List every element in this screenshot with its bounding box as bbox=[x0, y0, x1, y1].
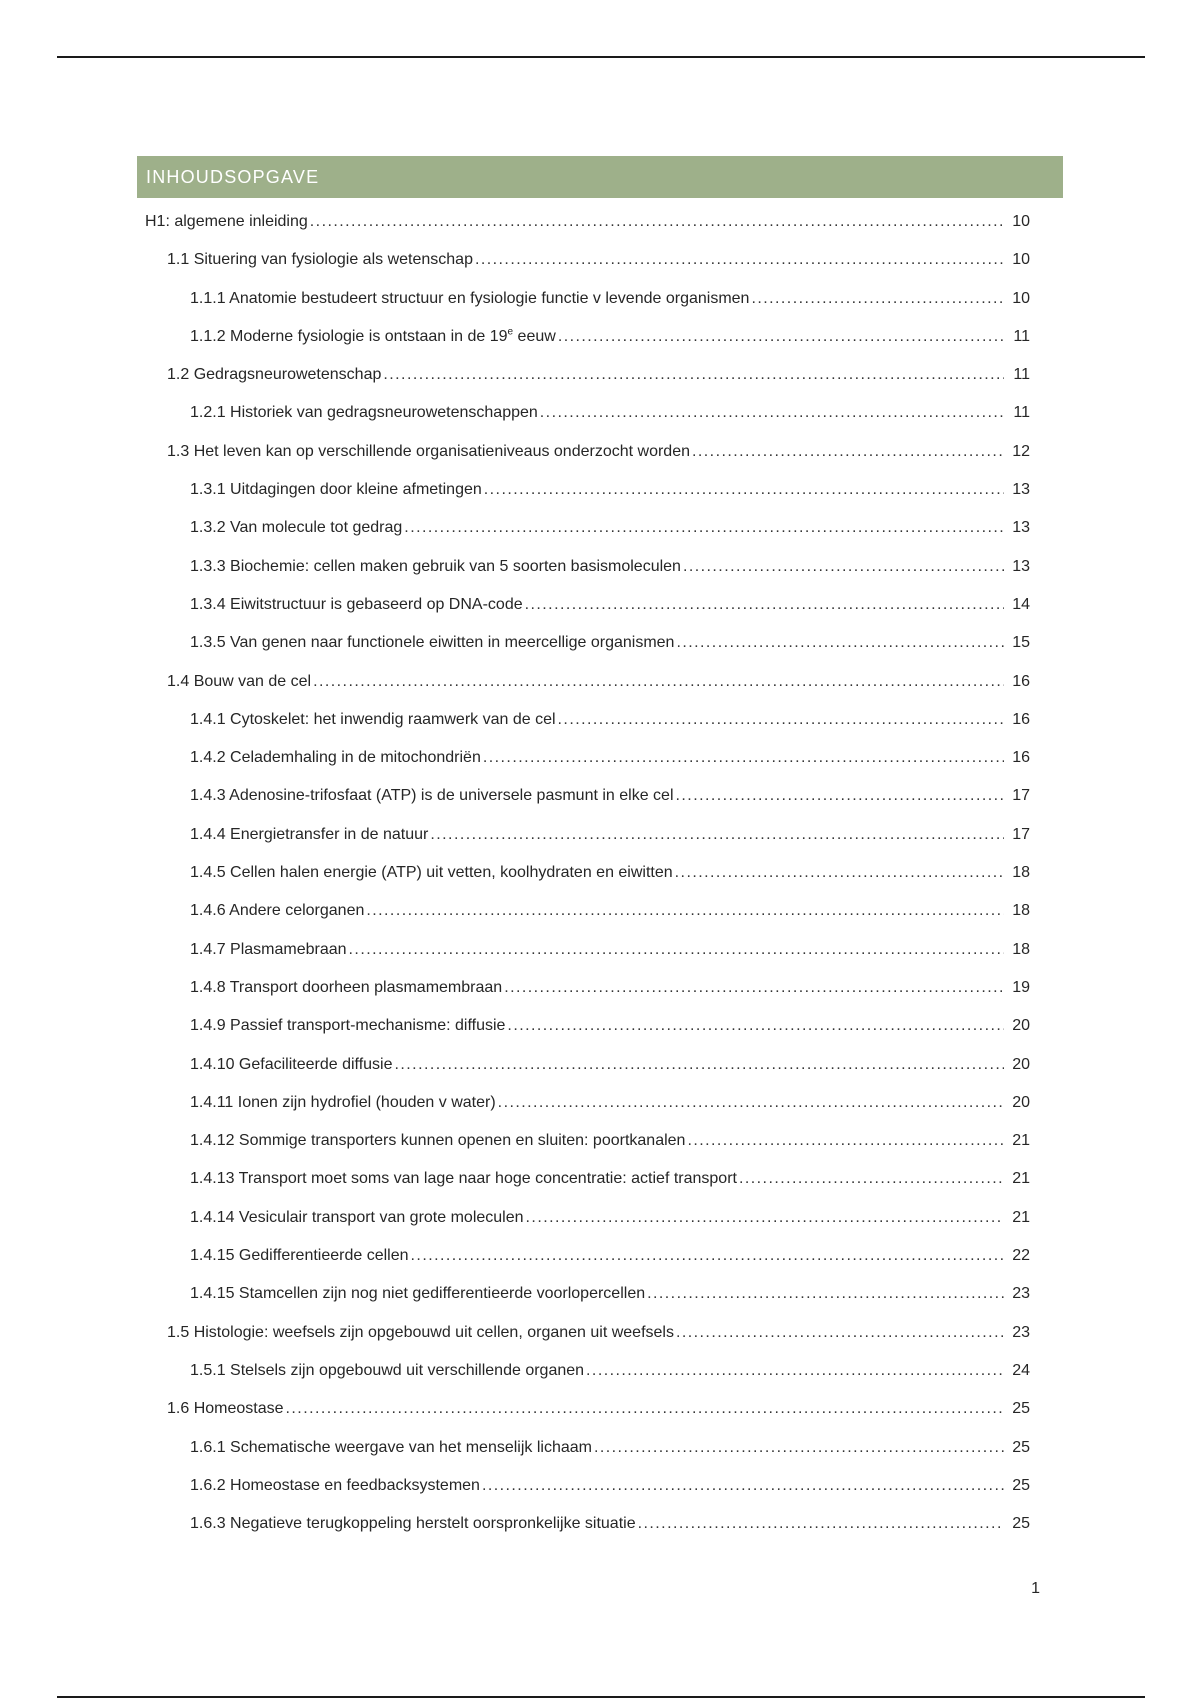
toc-entry-page: 15 bbox=[1012, 634, 1030, 652]
toc-entry-page: 24 bbox=[1012, 1361, 1030, 1379]
toc-entry-title bbox=[167, 241, 473, 279]
toc-entry[interactable] bbox=[145, 509, 1030, 547]
toc-entry-page: 20 bbox=[1012, 1017, 1030, 1035]
toc-entry[interactable] bbox=[145, 701, 1030, 739]
toc-entry-title bbox=[190, 931, 347, 969]
toc-entry-page: 21 bbox=[1012, 1132, 1030, 1150]
toc-entry[interactable] bbox=[145, 624, 1030, 662]
dot-leader bbox=[286, 1390, 1004, 1428]
toc-entry-page: 16 bbox=[1012, 710, 1030, 728]
dot-leader bbox=[638, 1505, 1004, 1543]
toc-entry-title-text: 1.4.15 Stamcellen zijn nog niet gedifferentieerde voorlopercellen bbox=[190, 1285, 646, 1303]
toc-entry-title-text: 1.5.1 Stelsels zijn opgebouwd uit verschillende organen bbox=[190, 1361, 585, 1379]
toc-entry-page: 10 bbox=[1012, 289, 1030, 307]
toc-entry[interactable] bbox=[145, 931, 1030, 969]
dot-leader bbox=[526, 1199, 1004, 1237]
toc-entry-page: 13 bbox=[1012, 481, 1030, 499]
toc-entry-title bbox=[190, 1237, 409, 1275]
toc-entry-title-text: 1.1 Situering van fysiologie als wetenschap bbox=[167, 251, 473, 269]
toc-entry-title-text: 1.6.2 Homeostase en feedbacksystemen bbox=[190, 1476, 480, 1494]
toc-entry-title bbox=[167, 1314, 674, 1352]
dot-leader bbox=[647, 1275, 1004, 1313]
toc-entry-title-text: 1.4.2 Celademhaling in de mitochondriën bbox=[190, 749, 481, 767]
toc-entry-title bbox=[167, 1390, 284, 1428]
toc-entry-title-text: 1.2.1 Historiek van gedragsneurowetenschappen bbox=[190, 404, 538, 422]
toc-entry-title bbox=[190, 854, 673, 892]
toc-entry-title-text: 1.4.3 Adenosine-trifosfaat (ATP) is de universele pasmunt in elke cel bbox=[190, 787, 674, 805]
dot-leader bbox=[366, 892, 1004, 930]
toc-entry-title bbox=[190, 318, 556, 356]
dot-leader bbox=[310, 203, 1004, 241]
dot-leader bbox=[507, 1007, 1004, 1045]
dot-leader bbox=[484, 471, 1004, 509]
dot-leader bbox=[586, 1352, 1004, 1390]
toc-entry[interactable] bbox=[145, 1390, 1030, 1428]
toc-entry[interactable] bbox=[145, 280, 1030, 318]
toc-entry-title bbox=[167, 663, 311, 701]
toc-entry-page: 20 bbox=[1012, 1055, 1030, 1073]
page-number: 1 bbox=[1031, 1580, 1040, 1597]
dot-leader bbox=[313, 663, 1004, 701]
toc-entry[interactable] bbox=[145, 1352, 1030, 1390]
toc-entry[interactable] bbox=[145, 394, 1030, 432]
toc-entry-page: 11 bbox=[1013, 366, 1030, 384]
dot-leader bbox=[475, 241, 1004, 279]
toc-entry[interactable] bbox=[145, 203, 1030, 241]
toc-entry-page: 21 bbox=[1012, 1208, 1030, 1226]
toc-entry[interactable] bbox=[145, 1505, 1030, 1543]
toc-entry-page: 11 bbox=[1013, 327, 1030, 345]
dot-leader bbox=[404, 509, 1004, 547]
toc-entry-title-text: 1.2 Gedragsneurowetenschap bbox=[167, 366, 382, 384]
toc-entry-title-text: 1.4.10 Gefaciliteerde diffusie bbox=[190, 1055, 393, 1073]
toc-entry[interactable] bbox=[145, 777, 1030, 815]
toc-entry-page: 13 bbox=[1012, 519, 1030, 537]
toc-entry-title-text: 1.3.3 Biochemie: cellen maken gebruik van 5 soorten basismoleculen bbox=[190, 557, 681, 575]
toc-entry-title bbox=[190, 1122, 685, 1160]
toc-entry-title-text: 1.4.12 Sommige transporters kunnen openen en sluiten: poortkanalen bbox=[190, 1132, 686, 1150]
dot-leader bbox=[525, 586, 1004, 624]
toc-entry-title bbox=[190, 701, 556, 739]
toc-entry-title bbox=[190, 1505, 636, 1543]
table-of-contents bbox=[145, 203, 1030, 1543]
header-rule bbox=[57, 56, 1145, 58]
toc-entry[interactable] bbox=[145, 586, 1030, 624]
toc-entry-title bbox=[190, 1352, 584, 1390]
dot-leader bbox=[430, 816, 1004, 854]
toc-entry-page: 13 bbox=[1012, 557, 1030, 575]
toc-entry-title-text: 1.4.4 Energietransfer in de natuur bbox=[190, 825, 429, 843]
toc-entry[interactable] bbox=[145, 1275, 1030, 1313]
toc-entry-title bbox=[190, 471, 482, 509]
toc-entry-title bbox=[190, 1199, 524, 1237]
toc-entry-page: 18 bbox=[1012, 864, 1030, 882]
toc-entry-title-text: 1.4.7 Plasmamebraan bbox=[190, 940, 347, 958]
toc-entry-page: 25 bbox=[1012, 1515, 1030, 1533]
toc-entry-title-text: 1.4.8 Transport doorheen plasmamembraan bbox=[190, 978, 503, 996]
toc-entry-title bbox=[190, 586, 523, 624]
toc-entry-title-text: 1.3 Het leven kan op verschillende organisatieniveaus onderzocht worden bbox=[167, 442, 690, 460]
dot-leader bbox=[739, 1160, 1004, 1198]
dot-leader bbox=[675, 854, 1004, 892]
toc-entry-page: 23 bbox=[1012, 1285, 1030, 1303]
dot-leader bbox=[383, 356, 1004, 394]
dot-leader bbox=[676, 1314, 1004, 1352]
toc-entry[interactable] bbox=[145, 1122, 1030, 1160]
toc-entry-title bbox=[190, 1429, 592, 1467]
toc-entry-page: 18 bbox=[1012, 902, 1030, 920]
dot-leader bbox=[558, 318, 1004, 356]
dot-leader bbox=[540, 394, 1004, 432]
toc-entry[interactable] bbox=[145, 1429, 1030, 1467]
toc-entry-title bbox=[167, 433, 690, 471]
dot-leader bbox=[676, 624, 1004, 662]
toc-entry-title-text: 1.4 Bouw van de cel bbox=[167, 672, 312, 690]
toc-entry-title bbox=[190, 1275, 645, 1313]
toc-entry-page: 25 bbox=[1012, 1476, 1030, 1494]
toc-entry[interactable] bbox=[145, 663, 1030, 701]
toc-entry-title bbox=[190, 969, 502, 1007]
toc-entry[interactable] bbox=[145, 318, 1030, 356]
dot-leader bbox=[676, 777, 1004, 815]
toc-entry-page: 17 bbox=[1012, 825, 1030, 843]
toc-entry-title-text: 1.4.14 Vesiculair transport van grote moleculen bbox=[190, 1208, 524, 1226]
toc-entry[interactable] bbox=[145, 433, 1030, 471]
toc-entry[interactable] bbox=[145, 548, 1030, 586]
toc-entry-title-text: 1.4.1 Cytoskelet: het inwendig raamwerk van de cel bbox=[190, 710, 556, 728]
toc-entry-page: 23 bbox=[1012, 1323, 1030, 1341]
toc-entry-page: 11 bbox=[1013, 404, 1030, 422]
toc-entry-title-text: 1.1.1 Anatomie bestudeert structuur en fysiologie functie v levende organismen bbox=[190, 289, 750, 307]
toc-entry-title-text: 1.5 Histologie: weefsels zijn opgebouwd uit cellen, organen uit weefsels bbox=[167, 1323, 674, 1341]
toc-entry[interactable] bbox=[145, 816, 1030, 854]
toc-heading: INHOUDSOPGAVE bbox=[137, 156, 1063, 198]
toc-entry-title-text: 1.6.1 Schematische weergave van het menselijk lichaam bbox=[190, 1438, 592, 1456]
toc-entry-title-text: 1.4.11 Ionen zijn hydrofiel (houden v water) bbox=[190, 1093, 496, 1111]
toc-entry-page: 16 bbox=[1012, 672, 1030, 690]
toc-entry-page: 25 bbox=[1012, 1400, 1030, 1418]
dot-leader bbox=[683, 548, 1004, 586]
toc-entry-title-text: 1.4.5 Cellen halen energie (ATP) uit vetten, koolhydraten en eiwitten bbox=[190, 864, 673, 882]
toc-entry-title bbox=[190, 624, 674, 662]
toc-entry-page: 20 bbox=[1012, 1093, 1030, 1111]
toc-entry-title-text: 1.3.2 Van molecule tot gedrag bbox=[190, 519, 403, 537]
toc-entry-title-text: 1.4.15 Gedifferentieerde cellen bbox=[190, 1247, 409, 1265]
dot-leader bbox=[411, 1237, 1004, 1275]
toc-entry-title bbox=[190, 892, 364, 930]
toc-entry-title bbox=[190, 739, 481, 777]
toc-entry-page: 12 bbox=[1012, 442, 1030, 460]
toc-entry-page: 17 bbox=[1012, 787, 1030, 805]
toc-entry-title-text: 1.6 Homeostase bbox=[167, 1400, 284, 1418]
toc-entry-title bbox=[167, 356, 381, 394]
toc-entry-page: 18 bbox=[1012, 940, 1030, 958]
toc-entry-title-text: 1.4.6 Andere celorganen bbox=[190, 902, 365, 920]
dot-leader bbox=[498, 1084, 1004, 1122]
toc-entry[interactable] bbox=[145, 1007, 1030, 1045]
toc-entry-title bbox=[190, 280, 749, 318]
superscript: e bbox=[507, 326, 514, 338]
dot-leader bbox=[482, 1467, 1004, 1505]
toc-entry-title-text: 1.3.5 Van genen naar functionele eiwitten in meercellige organismen bbox=[190, 634, 675, 652]
dot-leader bbox=[558, 701, 1004, 739]
toc-entry-title bbox=[145, 203, 308, 241]
toc-entry-title-text: H1: algemene inleiding bbox=[145, 213, 308, 230]
toc-entry-title-text: 1.4.13 Transport moet soms van lage naar hoge concentratie: actief transport bbox=[190, 1170, 737, 1188]
toc-entry-page: 10 bbox=[1012, 251, 1030, 269]
toc-entry[interactable] bbox=[145, 969, 1030, 1007]
toc-entry[interactable] bbox=[145, 1160, 1030, 1198]
toc-entry-page: 10 bbox=[1012, 213, 1030, 230]
dot-leader bbox=[594, 1429, 1004, 1467]
toc-entry-page: 16 bbox=[1012, 749, 1030, 767]
toc-entry-title-text: 1.3.1 Uitdagingen door kleine afmetingen bbox=[190, 481, 482, 499]
toc-entry-title-suffix: eeuw bbox=[513, 327, 556, 345]
toc-entry[interactable] bbox=[145, 1237, 1030, 1275]
toc-entry[interactable] bbox=[145, 892, 1030, 930]
toc-entry-title-text: 1.1.2 Moderne fysiologie is ontstaan in de 19 bbox=[190, 327, 508, 345]
toc-entry-title bbox=[190, 548, 681, 586]
toc-entry[interactable] bbox=[145, 241, 1030, 279]
toc-entry-title bbox=[190, 394, 538, 432]
toc-entry[interactable] bbox=[145, 1084, 1030, 1122]
toc-entry-title bbox=[190, 1160, 737, 1198]
toc-entry-title-text: 1.3.4 Eiwitstructuur is gebaseerd op DNA-code bbox=[190, 595, 523, 613]
dot-leader bbox=[504, 969, 1004, 1007]
toc-entry-page: 25 bbox=[1012, 1438, 1030, 1456]
toc-entry-title-text: 1.6.3 Negatieve terugkoppeling herstelt oorspronkelijke situatie bbox=[190, 1515, 636, 1533]
toc-entry-page: 21 bbox=[1012, 1170, 1030, 1188]
toc-entry-title bbox=[190, 816, 428, 854]
toc-entry-page: 22 bbox=[1012, 1247, 1030, 1265]
toc-entry[interactable] bbox=[145, 739, 1030, 777]
toc-entry-title bbox=[190, 1046, 393, 1084]
dot-leader bbox=[395, 1046, 1005, 1084]
dot-leader bbox=[751, 280, 1004, 318]
dot-leader bbox=[692, 433, 1004, 471]
toc-entry-title bbox=[190, 1007, 505, 1045]
footer-rule bbox=[57, 1696, 1145, 1698]
dot-leader bbox=[687, 1122, 1004, 1160]
toc-entry-title bbox=[190, 777, 674, 815]
dot-leader bbox=[483, 739, 1004, 777]
toc-entry-page: 19 bbox=[1012, 978, 1030, 996]
toc-entry-title bbox=[190, 509, 402, 547]
toc-entry-title bbox=[190, 1467, 480, 1505]
toc-entry[interactable] bbox=[145, 471, 1030, 509]
toc-entry-title-text: 1.4.9 Passief transport-mechanisme: diffusie bbox=[190, 1017, 506, 1035]
toc-entry[interactable] bbox=[145, 1046, 1030, 1084]
dot-leader bbox=[349, 931, 1004, 969]
toc-entry[interactable] bbox=[145, 1467, 1030, 1505]
toc-entry[interactable] bbox=[145, 1199, 1030, 1237]
toc-entry-page: 14 bbox=[1012, 595, 1030, 613]
toc-entry[interactable] bbox=[145, 854, 1030, 892]
toc-entry[interactable] bbox=[145, 1314, 1030, 1352]
toc-entry-title bbox=[190, 1084, 496, 1122]
toc-entry[interactable] bbox=[145, 356, 1030, 394]
